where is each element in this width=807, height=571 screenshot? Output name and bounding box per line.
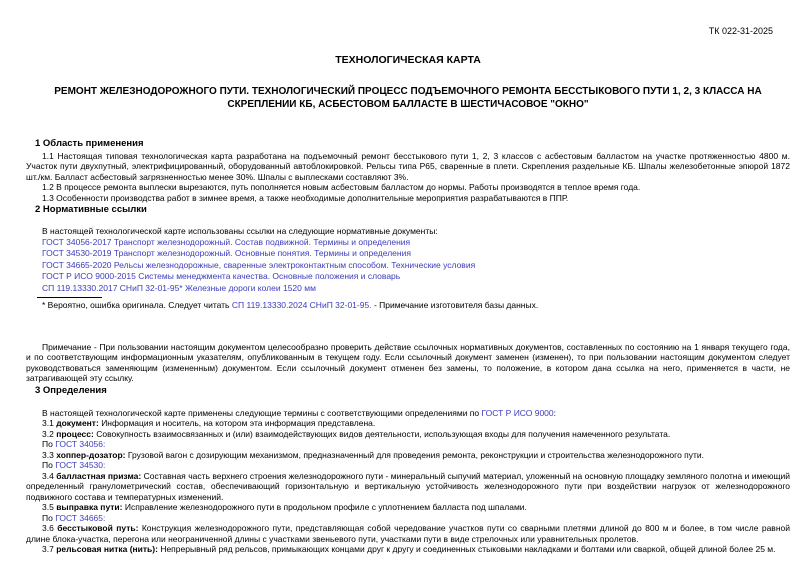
definition-number: 3.4	[42, 470, 54, 481]
link-gost-r-iso-9000-2015[interactable]: ГОСТ Р ИСО 9000-2015 Системы менеджмента качества. Основные положения и словарь	[42, 271, 401, 281]
section3-intro	[26, 408, 790, 419]
para-1-1: 1.1 Настоящая типовая технологическая карта разработана на подъемочный ремонт бесстыкового пути 1, 2, 3 классов с асбестовым балластом на участке протяженностью 4800 м. Участок пути двухпутный, электрифицированный, оборудованный автоблокировкой. Рельсы типа Р65, сваренные в плети. Скрепления раздельные КБ. Шпалы железобетонные эпюрой 1872 шт./км. Балласт асбестовый загрязненностью менее 30%. Шпалы с выплесками составляют 3%.	[26, 150, 790, 182]
reference-note: Примечание - При пользовании настоящим документом целесообразно проверить действие ссылочных нормативных документов, составленных по состоянию на 1 января текущего года, и по соответствующим информационным указателям, опубликованным в текущем году. Если ссылочный документ заменен (изменен), то при пользовании настоящим документом следует руководствоваться заменяющим (измененным) документом. Если ссылочный документ отменен без замены, то положение, в котором дана ссылка на него, применяется в части, не затрагивающей эту ссылку.	[26, 341, 790, 383]
doc-subtitle: РЕМОНТ ЖЕЛЕЗНОДОРОЖНОГО ПУТИ. ТЕХНОЛОГИЧЕСКИЙ ПРОЦЕСС ПОДЪЕМОЧНОГО РЕМОНТА БЕССТЫКОВОГО ПУТИ 1, 2, 3 КЛАССА НА СКРЕПЛЕНИИ КБ, АСБЕСТОВОМ БАЛЛАСТЕ В ШЕСТИЧАСОВОЕ "ОКНО"	[54, 85, 762, 110]
definition-number: 3.3	[42, 449, 54, 460]
link-gost-34056-2017[interactable]: ГОСТ 34056-2017 Транспорт железнодорожный. Состав подвижной. Термины и определения	[42, 236, 411, 247]
definition-number: 3.2	[42, 428, 54, 439]
definition-number: 3.6	[42, 523, 54, 533]
footnote-text	[26, 300, 790, 311]
definition-3-1	[26, 418, 790, 429]
definition-number: 3.7	[42, 544, 54, 554]
definition-3-4	[26, 471, 790, 503]
definition-number: 3.1	[42, 418, 54, 428]
section3-heading: 3 Определения	[35, 384, 107, 396]
definition-term: балластная призма:	[56, 470, 142, 481]
definition-3-2	[26, 429, 790, 440]
definition-term: процесс:	[56, 428, 94, 439]
doc-code: ТК 022-31-2025	[708, 26, 773, 36]
section1-heading: 1 Область применения	[35, 137, 144, 149]
link-sp-119-13330-2017[interactable]: СП 119.13330.2017 СНиП 32-01-95* Железные дороги колеи 1520 мм	[42, 282, 316, 293]
definition-3-6	[26, 523, 790, 544]
footnote-divider	[37, 297, 102, 298]
section2-heading: 2 Нормативные ссылки	[35, 204, 147, 215]
link-gost-34056[interactable]: ГОСТ 34056:	[55, 439, 106, 449]
normative-references-list	[42, 237, 790, 295]
link-gost-34665[interactable]: ГОСТ 34665:	[55, 512, 106, 523]
section2-intro: В настоящей технологической карте использованы ссылки на следующие нормативные документы:	[42, 226, 438, 236]
refnote-pre: По	[42, 460, 53, 470]
definition-term: выправка пути:	[56, 502, 123, 512]
link-gost-r-iso-9000[interactable]: ГОСТ Р ИСО 9000	[481, 407, 554, 418]
link-gost-34530[interactable]: ГОСТ 34530:	[55, 460, 106, 470]
footnote-post: - Примечание изготовителя базы данных.	[373, 300, 539, 310]
definition-number: 3.5	[42, 502, 54, 512]
section3-intro-pre: В настоящей технологической карте применены следующие термины с соответствующими определениями по	[42, 407, 480, 418]
definition-text: Составная часть верхнего строения железнодорожного пути - минеральный сыпучий материал, уложенный на основную площадку земляного полотна и имеющий определенный гранулометрический состав, обеспечивающий горизонтальную и вертикальную устойчивость железнодорожного пути при воздействии нагрузок от железнодорожного подвижного состава и температурных изменений.	[26, 470, 790, 502]
definition-term: бесстыковой путь:	[57, 523, 139, 533]
para-1-2: 1.2 В процессе ремонта выплески вырезаются, путь пополняется новым асбестовым балластом до нормы. Работы производятся в теплое время года.	[42, 182, 641, 192]
link-gost-34665-2020[interactable]: ГОСТ 34665-2020 Рельсы железнодорожные, сваренные электроконтактным способом. Технические условия	[42, 259, 476, 270]
refnote-gost-34056	[26, 439, 790, 450]
refnote-gost-34530	[26, 460, 790, 471]
definition-text: Непрерывный ряд рельсов, примыкающих концами друг к другу и соединенных стыковыми накладками и болтами или сваркой, общей длиной более 25 м.	[160, 544, 776, 554]
footnote-link-sp-119-13330-2024[interactable]: СП 119.13330.2024 СНиП 32-01-95.	[231, 300, 372, 310]
footnote-pre: * Вероятно, ошибка оригинала. Следует читать	[42, 300, 230, 310]
definition-text: Грузовой вагон с дозирующим механизмом, предназначенный для проведения ремонта, реконструкции и строительства железнодорожного пути.	[127, 449, 705, 460]
definition-text: Совокупность взаимосвязанных и (или) взаимодействующих видов деятельности, использующая входы для получения намеченного результата.	[96, 428, 671, 439]
definition-3-5	[26, 502, 790, 513]
footnote	[26, 297, 790, 311]
definition-text: Исправление железнодорожного пути в продольном профиле с уплотнением балласта под шпалами.	[124, 502, 527, 512]
doc-title: ТЕХНОЛОГИЧЕСКАЯ КАРТА	[335, 53, 481, 66]
section3-intro-post: :	[553, 407, 557, 418]
definition-3-3	[26, 450, 790, 461]
definition-term: документ:	[56, 418, 99, 428]
refnote-pre: По	[42, 512, 53, 523]
refnote-gost-34665	[26, 513, 790, 524]
definition-text: Конструкция железнодорожного пути, представляющая собой чередование участков пути со сварными плетями длиной до 800 м и более, в том числе равной длине блока-участка, перегона или неограниченной длины с участками звеньевого пути, участками пути в виде стрелочных или уравнительных пролетов.	[26, 523, 790, 544]
definition-term: рельсовая нитка (нить):	[56, 544, 158, 554]
definition-3-7	[26, 544, 790, 555]
refnote-pre: По	[42, 439, 53, 449]
para-1-3: 1.3 Особенности производства работ в зимнее время, а также необходимые дополнительные мероприятия разрабатываются в ППР.	[42, 192, 569, 203]
definition-text: Информация и носитель, на котором эта информация представлена.	[101, 418, 376, 428]
link-gost-34530-2019[interactable]: ГОСТ 34530-2019 Транспорт железнодорожный. Основные понятия. Термины и определения	[42, 248, 411, 258]
definition-term: хоппер-дозатор:	[56, 449, 126, 460]
